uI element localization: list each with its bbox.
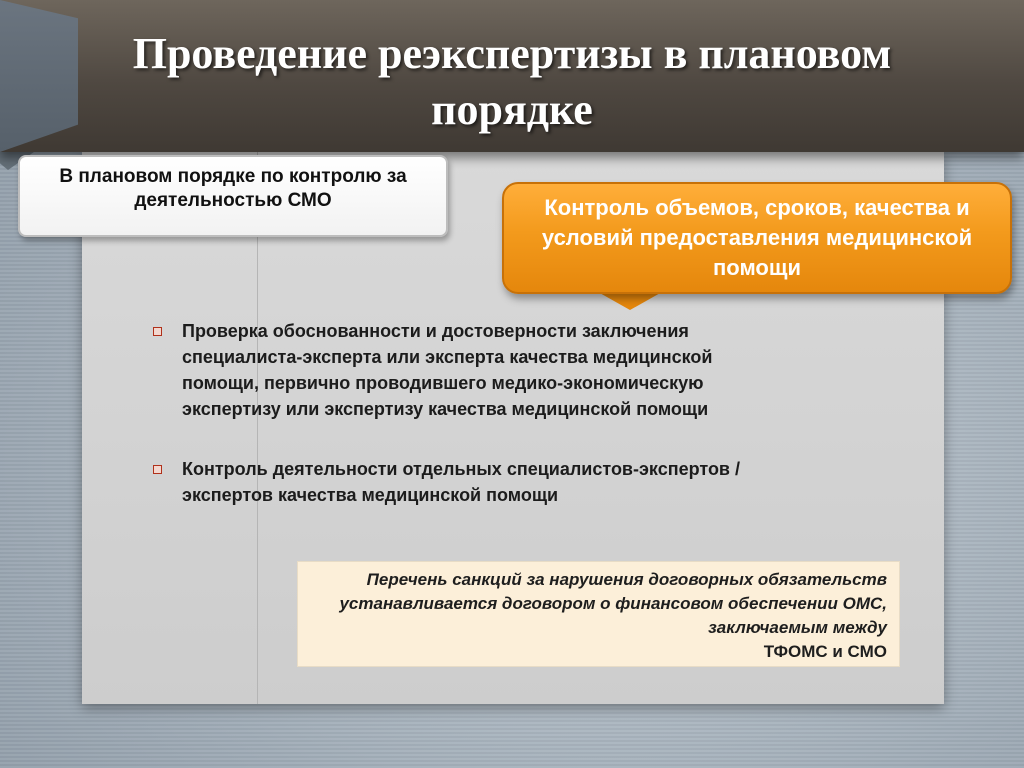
bullet-text: Контроль деятельности отдельных специалистов-экспертов / экспертов качества медицинской помощи [182,459,740,505]
planned-order-text: В плановом порядке по контролю за деятельностью СМО [59,166,407,211]
sanctions-note [297,561,900,667]
slide-title: Проведение реэкспертизы в плановом порядке [132,29,892,134]
square-bullet-icon [153,327,162,336]
title-bar [0,0,1024,152]
list-item [150,318,790,422]
bullet-text: Проверка обоснованности и достоверности заключения специалиста-эксперта или эксперта качества медицинской помощи, первично проводившего медико-экономическую экспертизу или экспертизу качества медицинской помощи [182,321,713,419]
control-callout [502,182,1012,294]
callout-tail [598,292,662,310]
square-bullet-icon [153,465,162,474]
sanctions-note-text: Перечень санкций за нарушения договорных обязательств устанавливается договором о финансовом обеспечении ОМС, заключаемым между [339,570,887,637]
title-hexagon-decoration [0,0,78,152]
planned-order-box [18,155,448,237]
bullet-list [150,318,790,542]
control-callout-text: Контроль объемов, сроков, качества и условий предоставления медицинской помощи [541,195,973,280]
sanctions-note-parties: ТФОМС и СМО [763,642,887,661]
list-item [150,456,790,508]
